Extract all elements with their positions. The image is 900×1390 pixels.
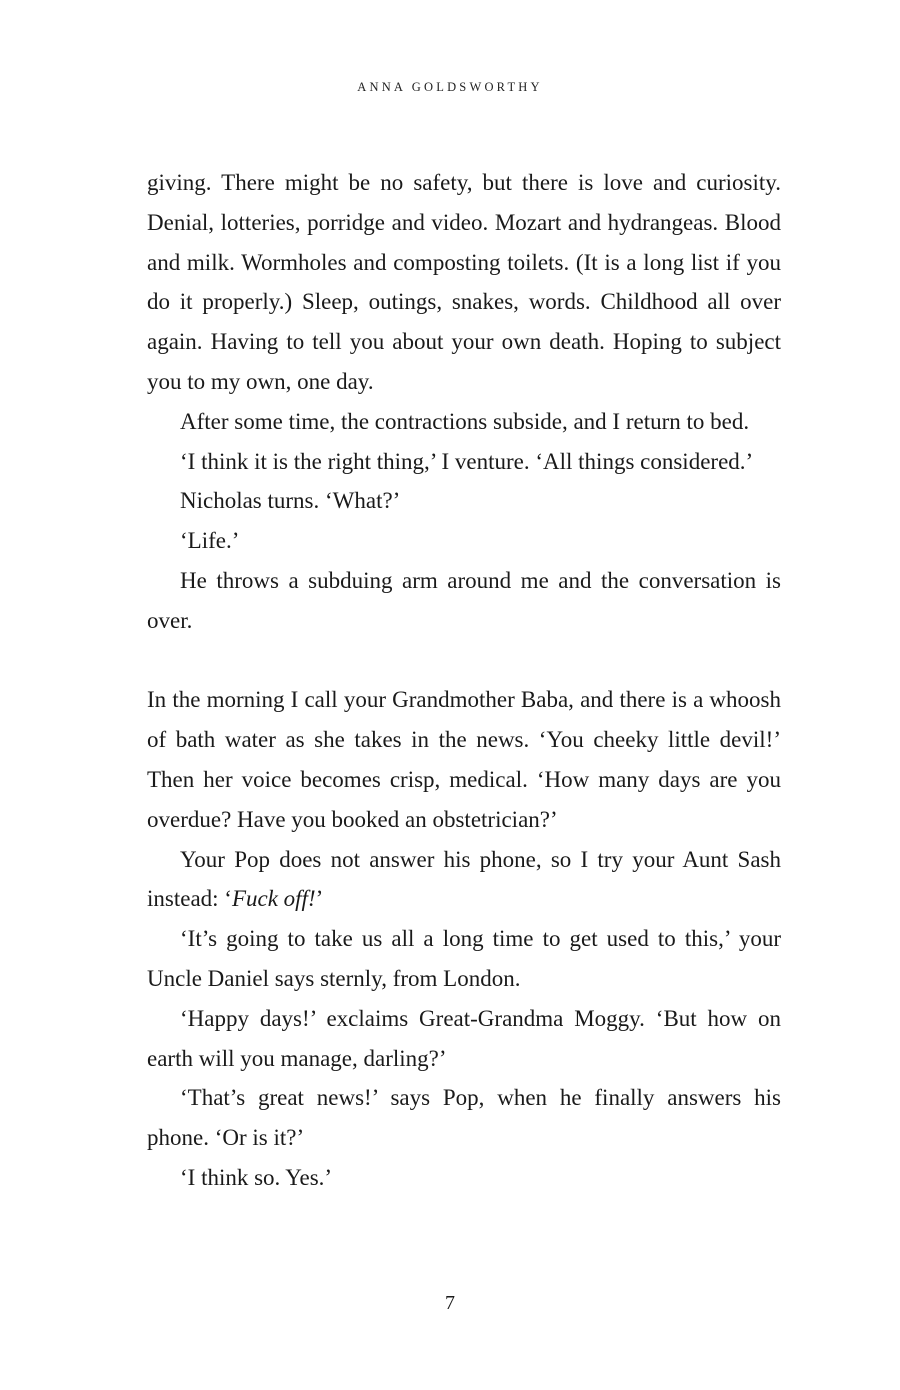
paragraph-9: ‘It’s going to take us all a long time to get used to this,’ your Uncle Daniel says sternly, from London. [147, 926, 781, 991]
paragraph-8-text: Your Pop does not answer his phone, so I try your Aunt Sash instead: ‘ [147, 846, 781, 912]
paragraph-11: ‘That’s great news!’ says Pop, when he finally answers his phone. ‘Or is it?’ [147, 1085, 781, 1151]
body-text [147, 163, 781, 1198]
paragraph-7: In the morning I call your Grandmother Baba, and there is a whoosh of bath water as she takes in the news. ‘You cheeky little devil!’ Then her voice becomes crisp, medical. ‘How many days are you overdue? Have you booked an obstetrician?’ [147, 687, 781, 832]
page-number: 7 [445, 1292, 455, 1314]
paragraph-6: He throws a subduing arm around me and the conversation is over. [147, 567, 781, 633]
paragraph-1: giving. There might be no safety, but there is love and curiosity. Denial, lotteries, porridge and video. Mozart and hydrangeas. Blood and milk. Wormholes and composting toilets. (It is a long list if you do it properly.) Sleep, outings, snakes, words. Childhood all over again. Having to tell you about your own death. Hoping to subject you to my own, one day. [147, 170, 781, 394]
running-head: ANNA GOLDSWORTHY [357, 80, 543, 94]
paragraph-4: Nicholas turns. ‘What?’ [180, 488, 401, 514]
paragraph-2: After some time, the contractions subside, and I return to bed. [180, 408, 750, 434]
paragraph-12: ‘I think so. Yes.’ [180, 1164, 333, 1190]
paragraph-3: ‘I think it is the right thing,’ I venture. ‘All things considered.’ [180, 448, 754, 474]
paragraph-5: ‘Life.’ [180, 528, 240, 554]
paragraph-8-italic: Fuck off! [231, 886, 316, 912]
paragraph-10: ‘Happy days!’ exclaims Great-Grandma Moggy. ‘But how on earth will you manage, darling?’ [147, 1005, 781, 1071]
paragraph-8-close: ’ [315, 886, 324, 912]
paragraph-8 [147, 840, 781, 920]
